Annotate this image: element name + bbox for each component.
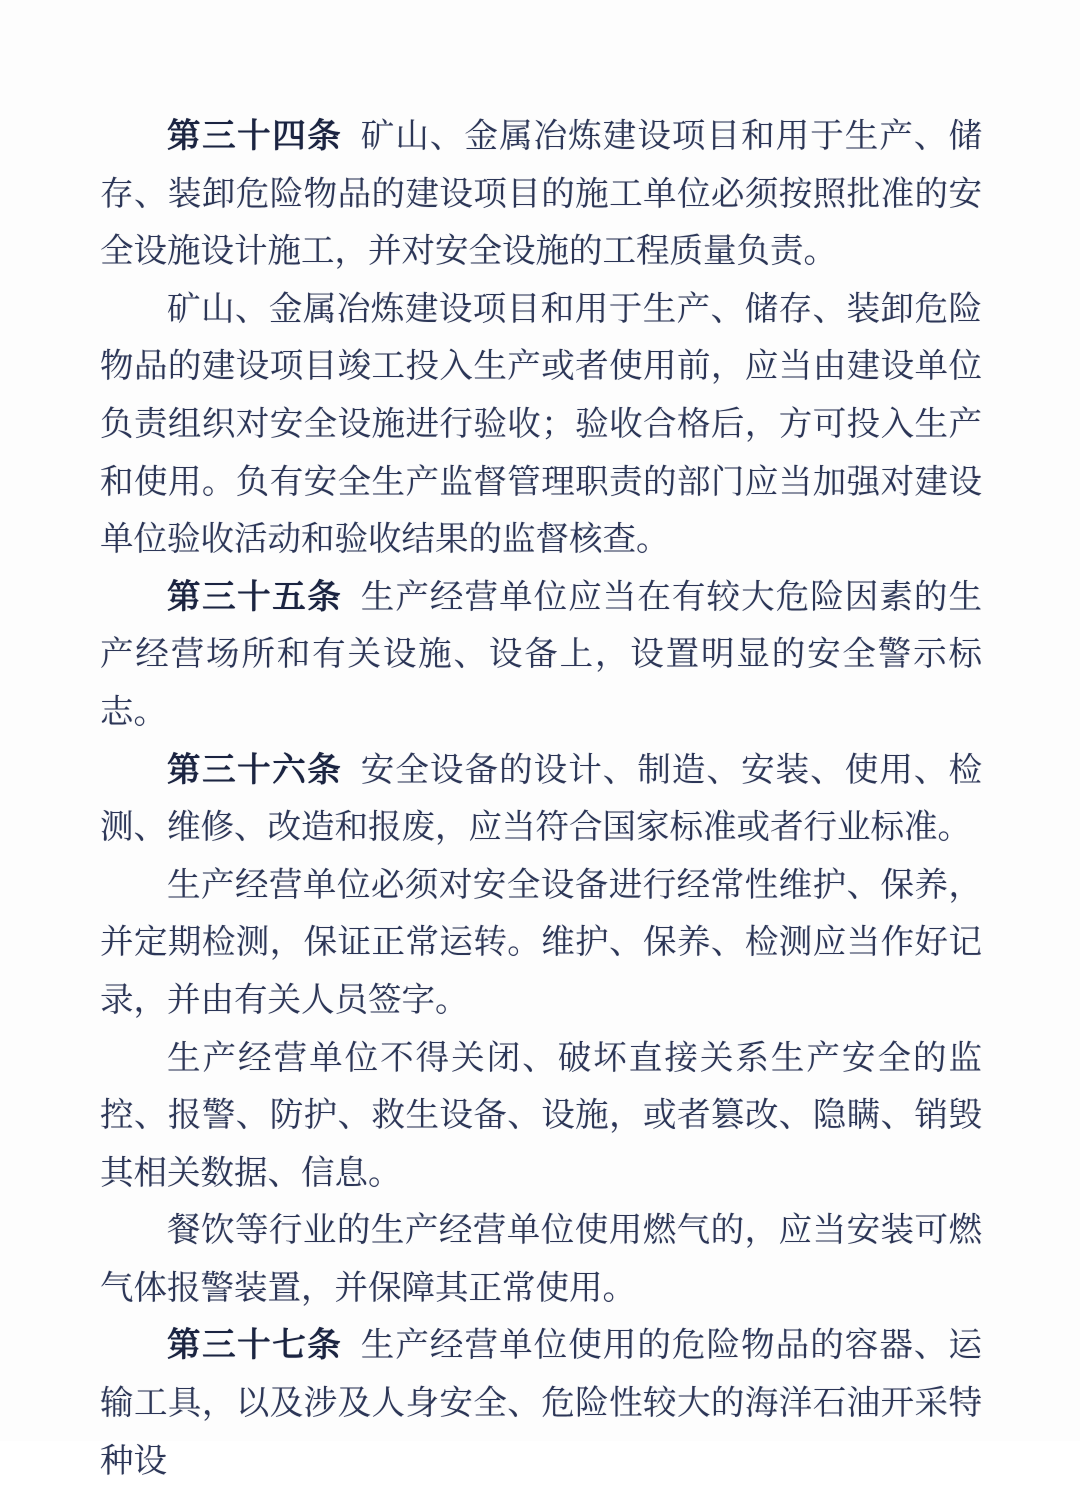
paragraph-article-34: [100, 108, 982, 281]
article-35-text: 生产经营单位应当在有较大危险因素的生产经营场所和有关设施、设备上，设置明显的安全警示标志。: [100, 578, 982, 731]
article-36-clause-2-text: 生产经营单位必须对安全设备进行经常性维护、保养，并定期检测，保证正常运转。维护、保养、检测应当作好记录，并由有关人员签字。: [100, 866, 982, 1019]
paragraph-article-36-clause-2: [100, 857, 982, 1030]
paragraph-article-37: [100, 1317, 982, 1490]
paragraph-article-36-clause-3: [100, 1030, 982, 1203]
article-34-clause-2-text: 矿山、金属冶炼建设项目和用于生产、储存、装卸危险物品的建设项目竣工投入生产或者使用前，应当由建设单位负责组织对安全设施进行验收；验收合格后，方可投入生产和使用。负有安全生产监督管理职责的部门应当加强对建设单位验收活动和验收结果的监督核查。: [100, 290, 982, 559]
article-35-number: 第三十五条: [167, 578, 343, 616]
paragraph-article-36: [100, 742, 982, 857]
article-34-number: 第三十四条: [167, 118, 343, 155]
paragraph-article-35: [100, 569, 982, 742]
article-36-clause-4-text: 餐饮等行业的生产经营单位使用燃气的，应当安装可燃气体报警装置，并保障其正常使用。: [100, 1212, 982, 1307]
document-body: [100, 108, 982, 1490]
article-37-text: 生产经营单位使用的危险物品的容器、运输工具，以及涉及人身安全、危险性较大的海洋石油开采特种设: [100, 1327, 982, 1480]
article-36-text: 安全设备的设计、制造、安装、使用、检测、维修、改造和报废，应当符合国家标准或者行业标准。: [100, 751, 982, 847]
paragraph-article-34-clause-2: [100, 281, 982, 569]
paragraph-article-36-clause-4: [100, 1202, 982, 1317]
article-36-clause-3-text: 生产经营单位不得关闭、破坏直接关系生产安全的监控、报警、防护、救生设备、设施，或者篡改、隐瞒、销毁其相关数据、信息。: [100, 1039, 982, 1192]
article-34-text: 矿山、金属冶炼建设项目和用于生产、储存、装卸危险物品的建设项目的施工单位必须按照批准的安全设施设计施工，并对安全设施的工程质量负责。: [100, 118, 982, 271]
article-37-number: 第三十七条: [167, 1327, 343, 1365]
article-36-number: 第三十六条: [167, 751, 343, 789]
